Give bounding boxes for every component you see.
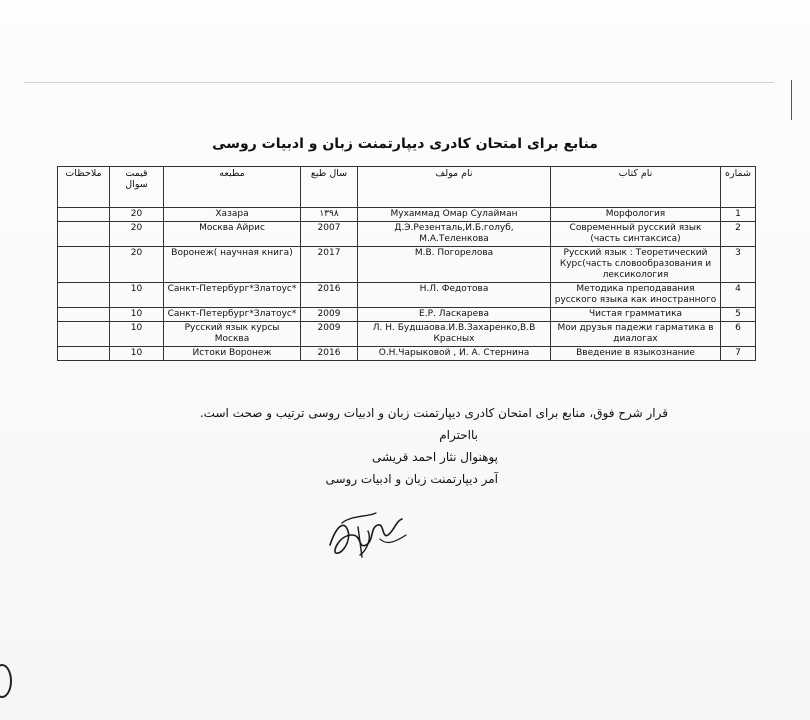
- closing-confirmation-line: قرار شرح فوق، منابع برای امتحان کادری دیپارتمنت زبان و ادبیات روسی ترتیب و صحت است.: [199, 406, 668, 420]
- cell-year: 2009: [301, 322, 358, 347]
- sources-table: [57, 166, 756, 361]
- cell-author: О.Н.Чарыковой , И. А. Стернина: [358, 347, 551, 361]
- cell-publisher: Хазара: [164, 208, 301, 222]
- header-questions: قیمت سوال: [110, 167, 164, 208]
- cell-author: Н.Л. Федотова: [358, 283, 551, 308]
- cell-notes: [58, 208, 110, 222]
- table-row: [58, 322, 756, 347]
- cell-publisher: Русский язык курсы Москва: [164, 322, 301, 347]
- cell-questions: 10: [110, 347, 164, 361]
- table-row: [58, 308, 756, 322]
- cell-author: Д.Э.Резенталь,И.Б.голуб, М.А.Теленкова: [358, 222, 551, 247]
- cell-year: 2016: [301, 283, 358, 308]
- cell-book: Введение в языкознание: [551, 347, 721, 361]
- header-publisher: مطبعه: [164, 167, 301, 208]
- cell-notes: [58, 247, 110, 283]
- cell-questions: 10: [110, 308, 164, 322]
- table-row: [58, 222, 756, 247]
- document-title: منابع برای امتحان کادری دیپارتمنت زبان و ادبیات روسی: [212, 136, 598, 152]
- header-notes: ملاحظات: [58, 167, 110, 208]
- cell-questions: 10: [110, 283, 164, 308]
- cell-notes: [58, 347, 110, 361]
- cell-questions: 20: [110, 208, 164, 222]
- cell-num: 6: [721, 322, 756, 347]
- cell-publisher: Воронеж( научная книга): [164, 247, 301, 283]
- handwritten-signature: [322, 505, 412, 565]
- cell-book: Современный русский язык (часть синтаксиса): [551, 222, 721, 247]
- cell-author: Е.Р. Ласкарева: [358, 308, 551, 322]
- cell-num: 4: [721, 283, 756, 308]
- cell-publisher: Москва Айрис: [164, 222, 301, 247]
- cell-notes: [58, 222, 110, 247]
- cell-num: 2: [721, 222, 756, 247]
- signer-title: آمر دیپارتمنت زبان و ادبیات روسی: [325, 472, 498, 486]
- cell-book: Морфология: [551, 208, 721, 222]
- table-row: [58, 283, 756, 308]
- table-row: [58, 347, 756, 361]
- cell-book: Мои друзья падежи гарматика в диалогах: [551, 322, 721, 347]
- cell-year: 2007: [301, 222, 358, 247]
- cell-notes: [58, 283, 110, 308]
- table-row: [58, 247, 756, 283]
- cell-publisher: Истоки Воронеж: [164, 347, 301, 361]
- cell-book: Русский язык : Теоретический Курс(часть словообразования и лексикология: [551, 247, 721, 283]
- closing-regards: بااحترام: [439, 428, 478, 442]
- cell-num: 1: [721, 208, 756, 222]
- cell-questions: 20: [110, 222, 164, 247]
- cell-questions: 10: [110, 322, 164, 347]
- cell-notes: [58, 308, 110, 322]
- cell-questions: 20: [110, 247, 164, 283]
- closing-statement: [200, 402, 668, 490]
- header-year: سال طبع: [301, 167, 358, 208]
- header-author: نام مولف: [358, 167, 551, 208]
- cell-author: Мухаммад Омар Сулайман: [358, 208, 551, 222]
- cell-year: 2009: [301, 308, 358, 322]
- cell-author: М.В. Погорелова: [358, 247, 551, 283]
- cell-notes: [58, 322, 110, 347]
- cell-year: 2016: [301, 347, 358, 361]
- cell-book: Методика преподавания русского языка как иностранного: [551, 283, 721, 308]
- table-row: [58, 208, 756, 222]
- header-num: شماره: [721, 167, 756, 208]
- signer-name: پوهنوال نثار احمد قریشی: [372, 450, 498, 464]
- cell-author: Л. Н. Будшаова.И.В.Захаренко,В.В Красных: [358, 322, 551, 347]
- cell-book: Чистая грамматика: [551, 308, 721, 322]
- cell-publisher: Санкт-Петербург*Златоус*: [164, 308, 301, 322]
- cell-num: 3: [721, 247, 756, 283]
- header-book: نام کتاب: [551, 167, 721, 208]
- cell-year: ۱۳۹۸: [301, 208, 358, 222]
- cell-year: 2017: [301, 247, 358, 283]
- sheet-right-edge: [791, 80, 792, 120]
- cell-publisher: Санкт-Петербург*Златоус*: [164, 283, 301, 308]
- table-header-row: [58, 167, 756, 208]
- cell-num: 7: [721, 347, 756, 361]
- cell-num: 5: [721, 308, 756, 322]
